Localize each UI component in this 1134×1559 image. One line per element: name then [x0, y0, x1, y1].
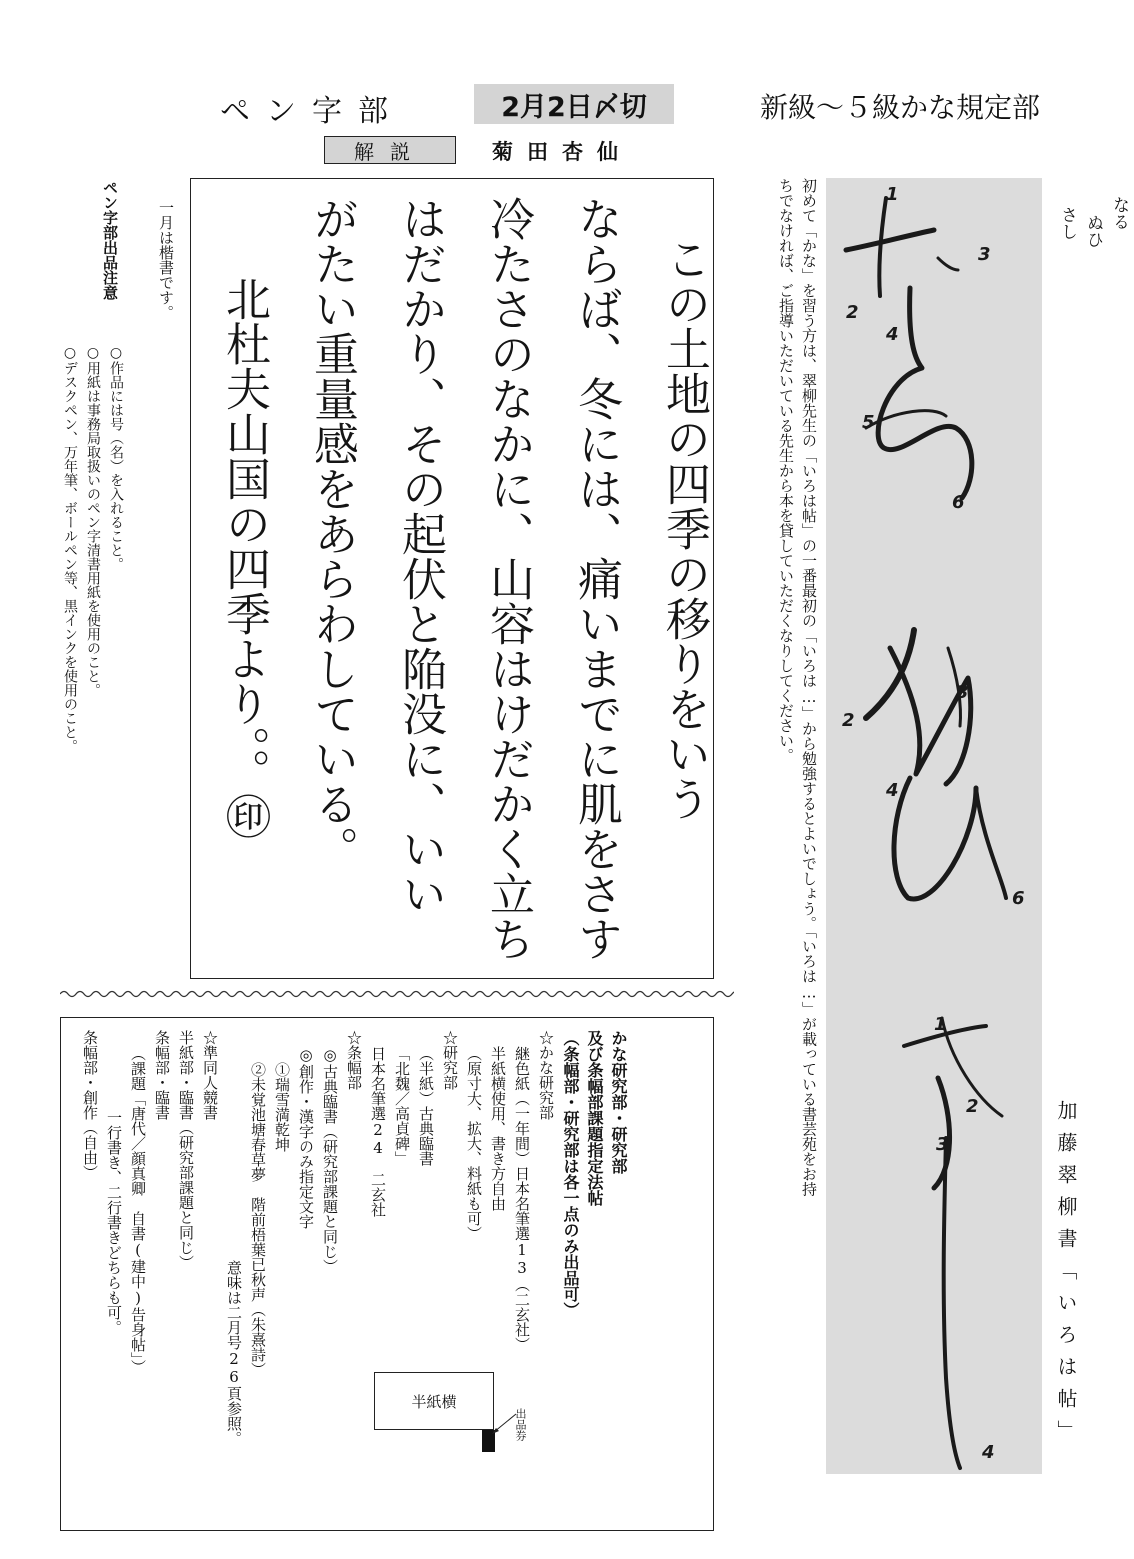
sample-line: はだかり、その起伏と陥没に、いい [394, 196, 447, 916]
assignment-line: 「北魏／高貞碑」 [393, 1046, 411, 1166]
kana-label: ぬひ [1083, 214, 1103, 248]
note-item: ○作品には号（名）を入れること。 [108, 345, 124, 571]
stroke-order-numbers [842, 184, 1025, 1463]
section-title: ペン字部 [220, 94, 404, 129]
stroke-number: 1 [934, 1014, 947, 1035]
commentary-line: ちでなければ、ご指導いただいている先生から本を貸していただくなりしてください。 [777, 178, 795, 763]
handwriting-sample-text [200, 196, 728, 976]
assignment-line: （半紙）古典臨書 [417, 1046, 435, 1166]
kana-commentary [774, 178, 820, 1498]
commentary-line: 初めて「かな」を習う方は、翠柳先生の「いろは帖」の一番最初の「いろは…」から勉強するとよいでしょう。「いろは…」が載っている書芸苑をお持 [800, 178, 818, 1197]
assignment-line: （課題「唐代／顔真卿 自書(建中)告身帖」） [129, 1046, 147, 1375]
assignment-line: ②未覚池塘春草夢 階前梧葉已秋声（朱熹詩） [249, 1062, 267, 1377]
assignment-line: ☆条幅部 [345, 1030, 363, 1090]
kana-brush-model [826, 178, 1042, 1474]
sample-line: この土地の四季の移りをいう [658, 236, 711, 821]
january-note: 一月は楷書です。 [157, 200, 175, 320]
entry-ticket-label: 出品券 [514, 1408, 527, 1441]
commentary-label: 解説 [324, 136, 456, 164]
assignment-line: 条幅部・臨書 [153, 1030, 171, 1120]
stroke-number: 1 [886, 184, 899, 205]
level-title: 新級～５級かな規定部 [760, 91, 1041, 124]
stroke-number: 4 [886, 780, 899, 801]
wavy-divider [60, 988, 734, 1000]
stroke-number: 6 [952, 492, 965, 513]
stroke-number: 2 [966, 1096, 979, 1117]
assignment-line: ①瑞雪満乾坤 [273, 1062, 291, 1152]
assignment-line: ◎古典臨書（研究部課題と同じ） [321, 1046, 339, 1274]
stroke-number: 3 [956, 682, 969, 703]
assignment-line: ☆準同人競書 [201, 1030, 219, 1120]
assignment-line: ☆かな研究部 [537, 1030, 555, 1120]
paper-diagram: 半紙横 [374, 1372, 494, 1430]
assignment-title-line: かな研究部・研究部 [609, 1030, 628, 1174]
stroke-number: 3 [978, 244, 991, 265]
stroke-number: 4 [886, 324, 899, 345]
sample-line: がたい重量感をあらわしている。 [306, 196, 359, 871]
kana-model-labels [1054, 196, 1132, 248]
stroke-number: 4 [982, 1442, 995, 1463]
assignment-line: （原寸大、拡大、料紙も可） [465, 1046, 483, 1241]
stroke-number: 2 [846, 302, 859, 323]
assignment-line: 半紙横使用、書き方自由 [489, 1046, 507, 1211]
assignment-line: ◎創作・漢字のみ指定文字 [297, 1046, 315, 1229]
submission-notes-title: ペン字部出品注意 [101, 180, 119, 300]
note-item: ○用紙は事務局取扱いのペン字清書用紙を使用のこと。 [85, 345, 101, 697]
author-name: 菊田杏仙 [492, 139, 632, 164]
kana-label: なる [1109, 196, 1129, 230]
assignment-line: 日本名筆選24 二玄社 [369, 1046, 387, 1217]
assignment-line: ☆研究部 [441, 1030, 459, 1090]
assignment-line: 条幅部・創作（自由） [81, 1030, 99, 1180]
sample-line: ならば、冬には、痛いまでに肌をさす [570, 196, 623, 961]
assignment-line: 一行書き、二行書きどちらも可。 [105, 1110, 123, 1335]
kana-label: さし [1057, 206, 1077, 240]
assignment-title-line: （条幅部・研究部は各一点のみ出品可） [561, 1030, 580, 1318]
sample-line: 冷たさのなかに、山容はけだかく立ち [482, 196, 535, 961]
sample-line: 北杜夫山国の四季より。。㊞ [218, 276, 271, 839]
assignment-line: 半紙部・臨書（研究部課題と同じ） [177, 1030, 195, 1270]
note-item: ○デスクペン、万年筆、ボールペン等、黒インクを使用のこと。 [62, 345, 78, 753]
assignment-title-line: 及び条幅部課題指定法帖 [585, 1030, 604, 1206]
assignment-text [78, 1030, 630, 1530]
stroke-number: 5 [862, 412, 875, 433]
deadline-badge: 2月2日〆切 [474, 84, 674, 124]
assignment-line: 意味は二月号26頁参照。 [225, 1260, 243, 1446]
submission-notes-list [58, 345, 127, 905]
assignment-line: 継色紙（一年間）日本名筆選13（二玄社） [513, 1046, 531, 1352]
calligrapher-credit: 加藤翠柳書「いろは帖」 [1054, 1100, 1078, 1452]
stroke-number: 3 [936, 1134, 949, 1155]
stroke-number: 2 [842, 710, 855, 731]
stroke-number: 6 [1012, 888, 1025, 909]
